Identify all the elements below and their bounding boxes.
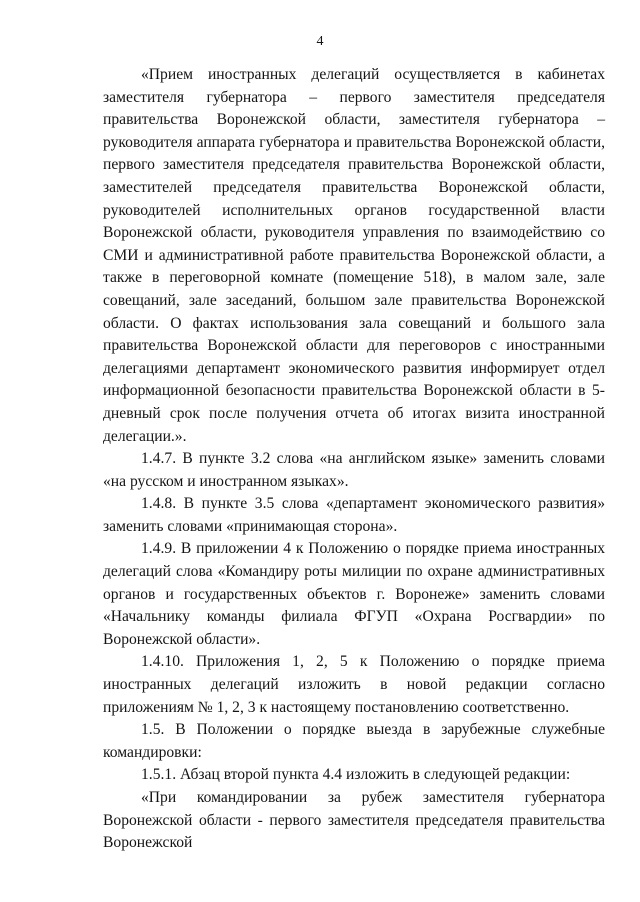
page-number: 4: [316, 34, 324, 49]
paragraph-reception-premises: «Прием иностранных делегаций осуществляется в кабинетах заместителя губернатора – первого заместителя председателя правительства Воронежской области, заместителя губернатора – руководителя аппарата губернатора и правительства Воронежской области, первого заместителя председателя правительства Воронежской области, заместителей председателя правительства Воронежской области, руководителей исполнительных органов государственной власти Воронежской области, руководителя управления по взаимодействию со СМИ и административной работе правительства Воронежской области, а также в переговорной комнате (помещение 518), в малом зале, зале совещаний, зале заседаний, большом зале правительства Воронежской области. О фактах использования зала совещаний и большого зала правительства Воронежской области для переговоров с иностранными делегациями департамент экономического развития информирует отдел информационной безопасности правительства Воронежской области в 5-дневный срок после получения отчета об итогах визита иностранной делегации.».: [103, 66, 605, 445]
paragraph-1-5: 1.5. В Положении о порядке выезда в зарубежные служебные командировки:: [103, 721, 605, 761]
paragraph-new-wording: «При командировании за рубеж заместителя губернатора Воронежской области - первого заместителя председателя правительства Воронежской: [103, 789, 605, 852]
paragraph-1-4-9: 1.4.9. В приложении 4 к Положению о порядке приема иностранных делегаций слова «Командиру роты милиции по охране административных органов и государственных объектов г. Воронеже» заменить словами «Начальнику команды филиала ФГУП «Охрана Росгвардии» по Воронежской области».: [103, 540, 605, 648]
paragraph-1-4-7: 1.4.7. В пункте 3.2 слова «на английском языке» заменить словами «на русском и иностранном языках».: [103, 450, 605, 490]
document-body: [103, 64, 605, 855]
paragraph-1-4-10: 1.4.10. Приложения 1, 2, 5 к Положению о порядке приема иностранных делегаций изложить в новой редакции согласно приложениям № 1, 2, 3 к настоящему постановлению соответственно.: [103, 653, 605, 716]
paragraph-1-5-1: 1.5.1. Абзац второй пункта 4.4 изложить в следующей редакции:: [141, 766, 571, 784]
paragraph-1-4-8: 1.4.8. В пункте 3.5 слова «департамент экономического развития» заменить словами «принимающая сторона».: [103, 495, 605, 535]
